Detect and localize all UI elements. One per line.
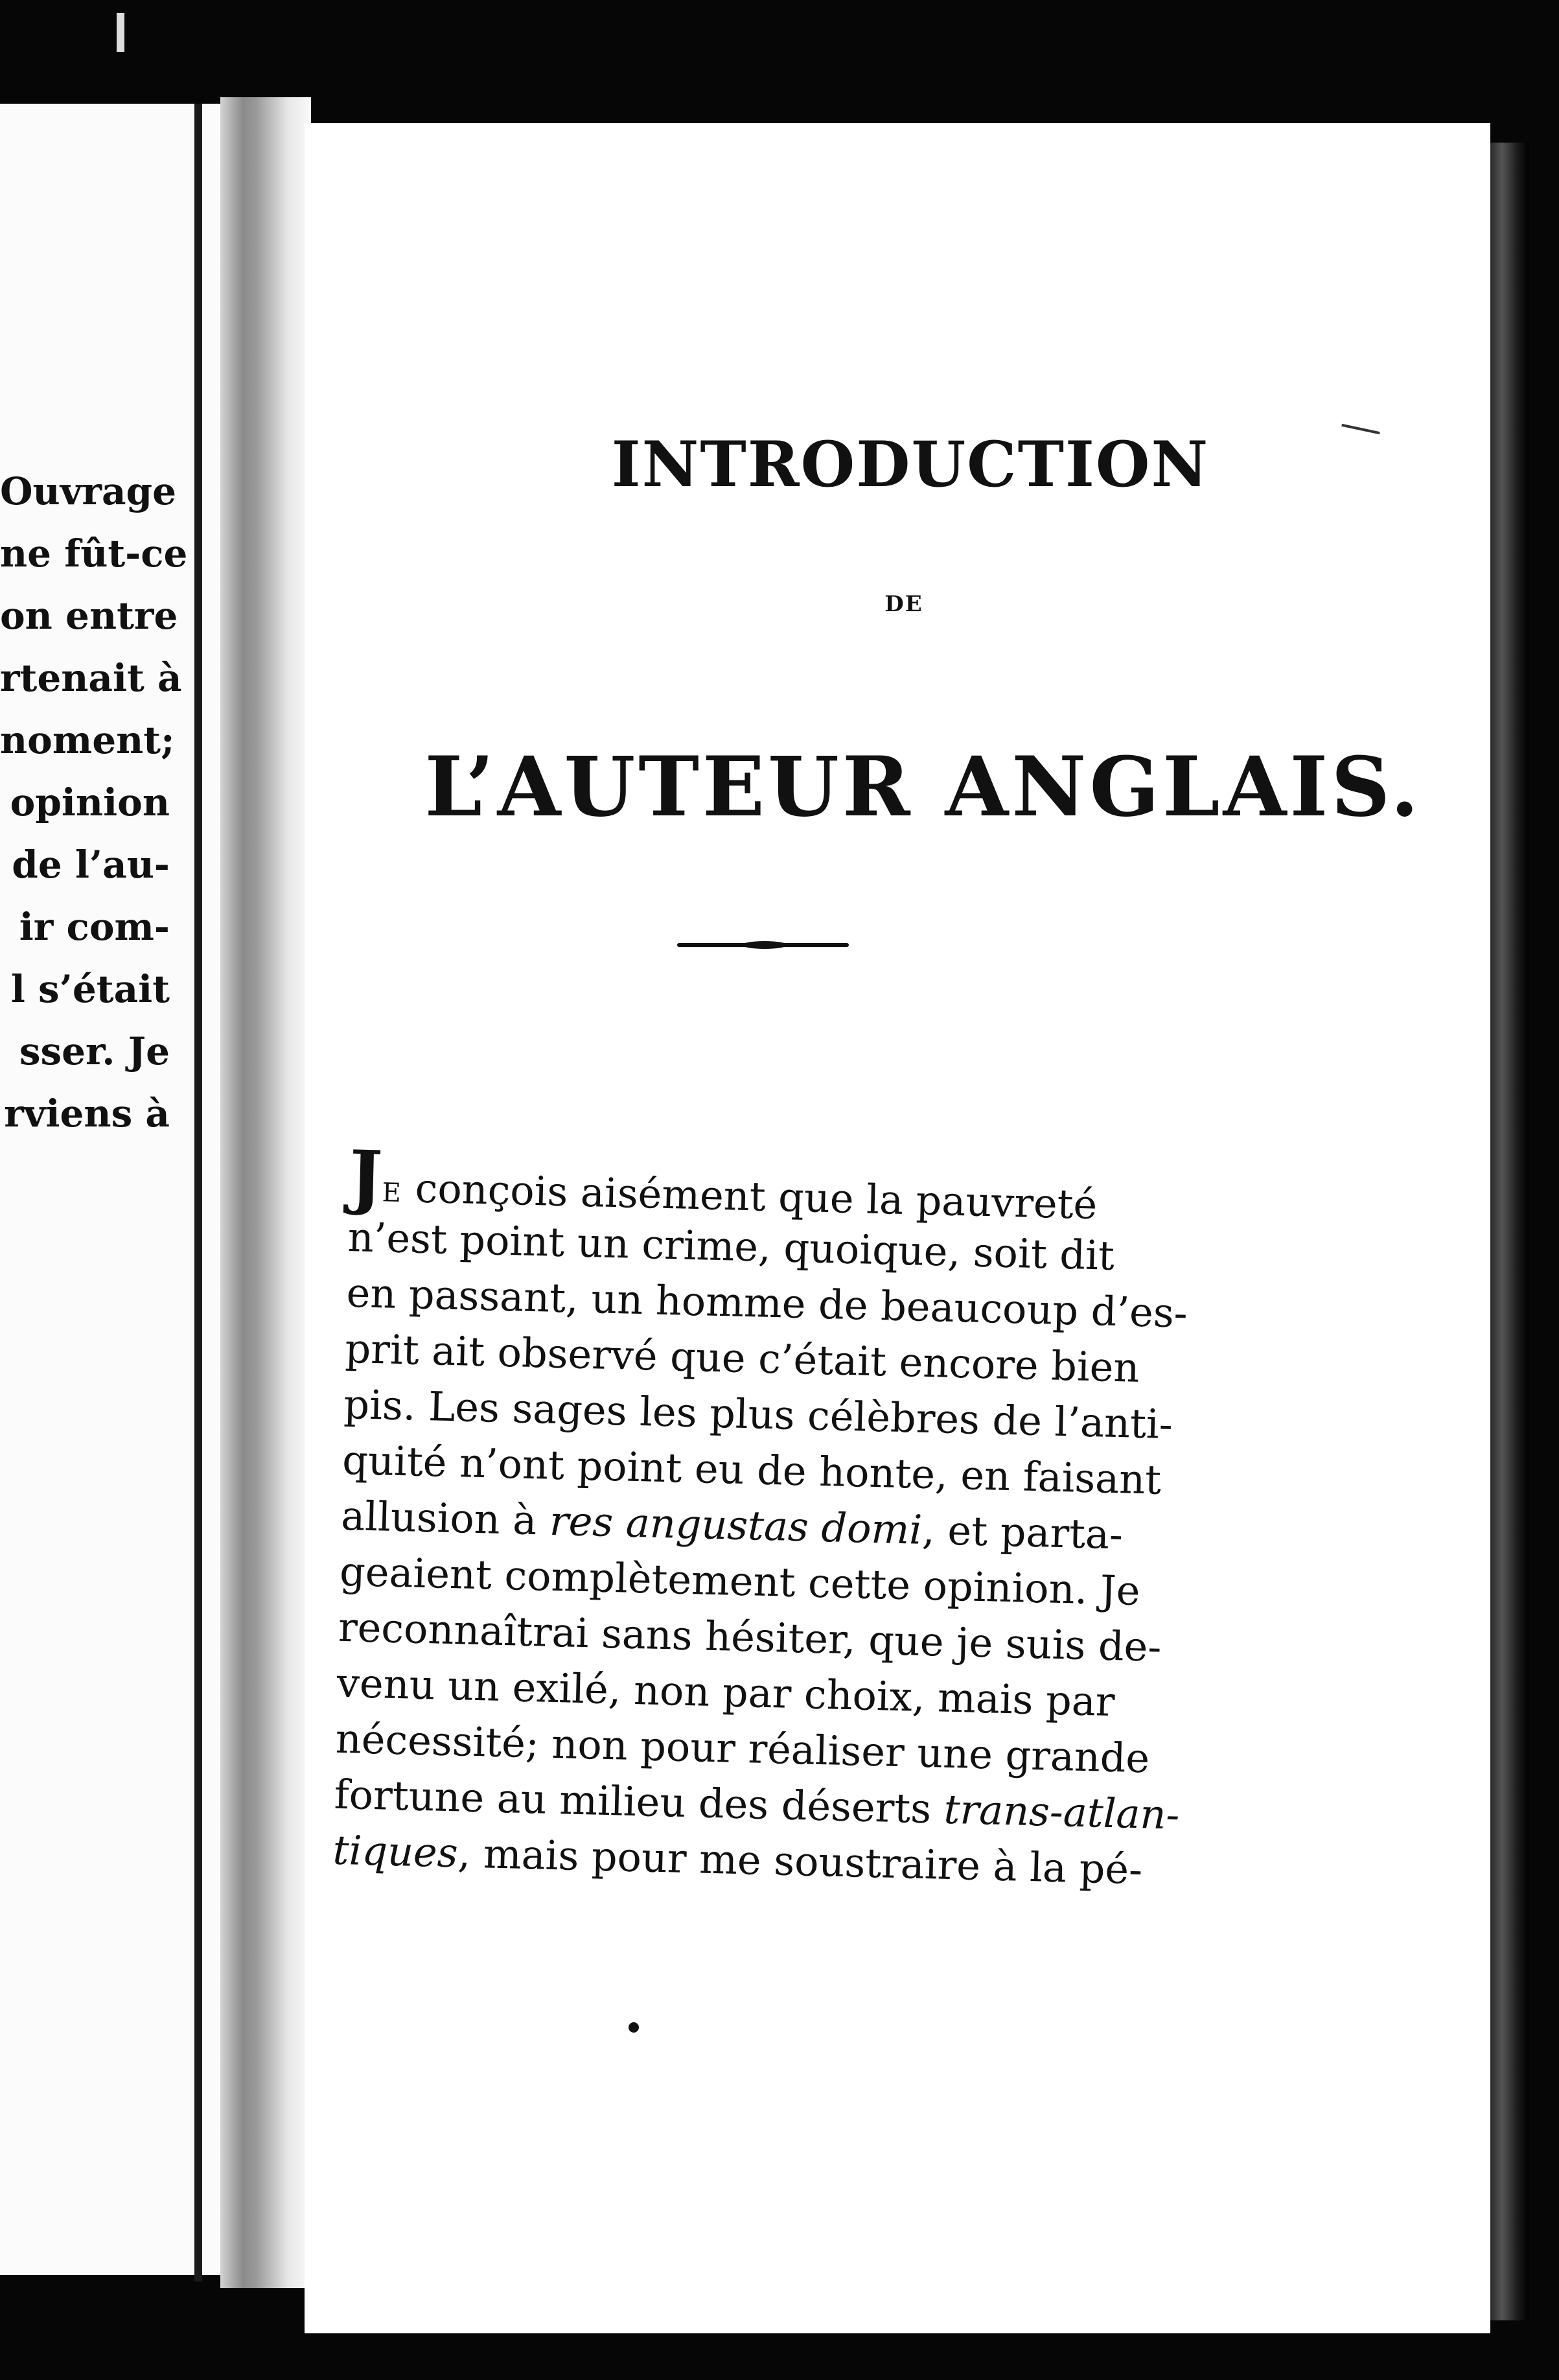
chapter-title: INTRODUCTION [611,428,1210,501]
text-segment: , mais pour me soustraire à la pé- [457,1829,1143,1894]
text-segment: , et parta- [921,1506,1124,1559]
text-line: pis. Les sages les plus célèbres de l’anti- [343,1380,1173,1449]
text-line: quité n’ont point eu de honte, en faisant [341,1436,1162,1504]
right-page [305,123,1490,2333]
text-line-content: conçois aisément que la pauvreté [414,1164,1098,1229]
left-line: noment; [0,718,175,762]
left-line: rviens à [4,1091,170,1136]
ornamental-rule [677,943,849,947]
drop-cap: J [348,1136,384,1219]
left-line: sser. Je [19,1029,170,1073]
right-page-edge [1490,143,1529,2320]
italic-word: trans-atlan- [943,1785,1181,1839]
text-line: venu un exilé, non par choix, mais par [336,1659,1116,1726]
text-line: prit ait observé que c’était encore bien [344,1324,1140,1392]
left-line: on entre [0,594,178,638]
chapter-subtitle: L’AUTEUR ANGLAIS. [424,739,1422,835]
text-line: n’est point un crime, quoique, soit dit [347,1213,1115,1279]
left-page-edge [194,104,202,2281]
text-line: en passant, un homme de beaucoup d’es- [345,1268,1188,1337]
left-line: ne fût-ce [0,531,188,576]
body-paragraph [332,1136,1192,1898]
left-line: ir com- [19,905,170,949]
book-gutter [220,97,311,2288]
italic-word: tiques [332,1826,459,1877]
text-line: nécessité; non pour réaliser une grande [335,1714,1151,1782]
drop-cap-rest: E [382,1178,403,1208]
scan-artifact [117,13,124,52]
left-line: opinion [10,780,170,824]
text-line: reconnaîtrai sans hésiter, que je suis de- [338,1603,1162,1671]
text-segment: allusion à [340,1491,550,1545]
text-line: geaient complètement cette opinion. Je [339,1547,1141,1615]
latin-phrase: res angustas domi [549,1497,923,1554]
left-line: Ouvrage [0,469,176,513]
left-line: rtenait à [0,656,182,700]
chapter-connector: DE [884,591,923,617]
left-line: l s’était [10,967,170,1011]
left-page-text [0,460,188,1145]
text-segment: fortune au milieu des déserts [333,1770,945,1833]
ink-dot [629,2022,639,2033]
left-facing-page [0,104,220,2275]
left-line: de l’au- [12,843,170,887]
